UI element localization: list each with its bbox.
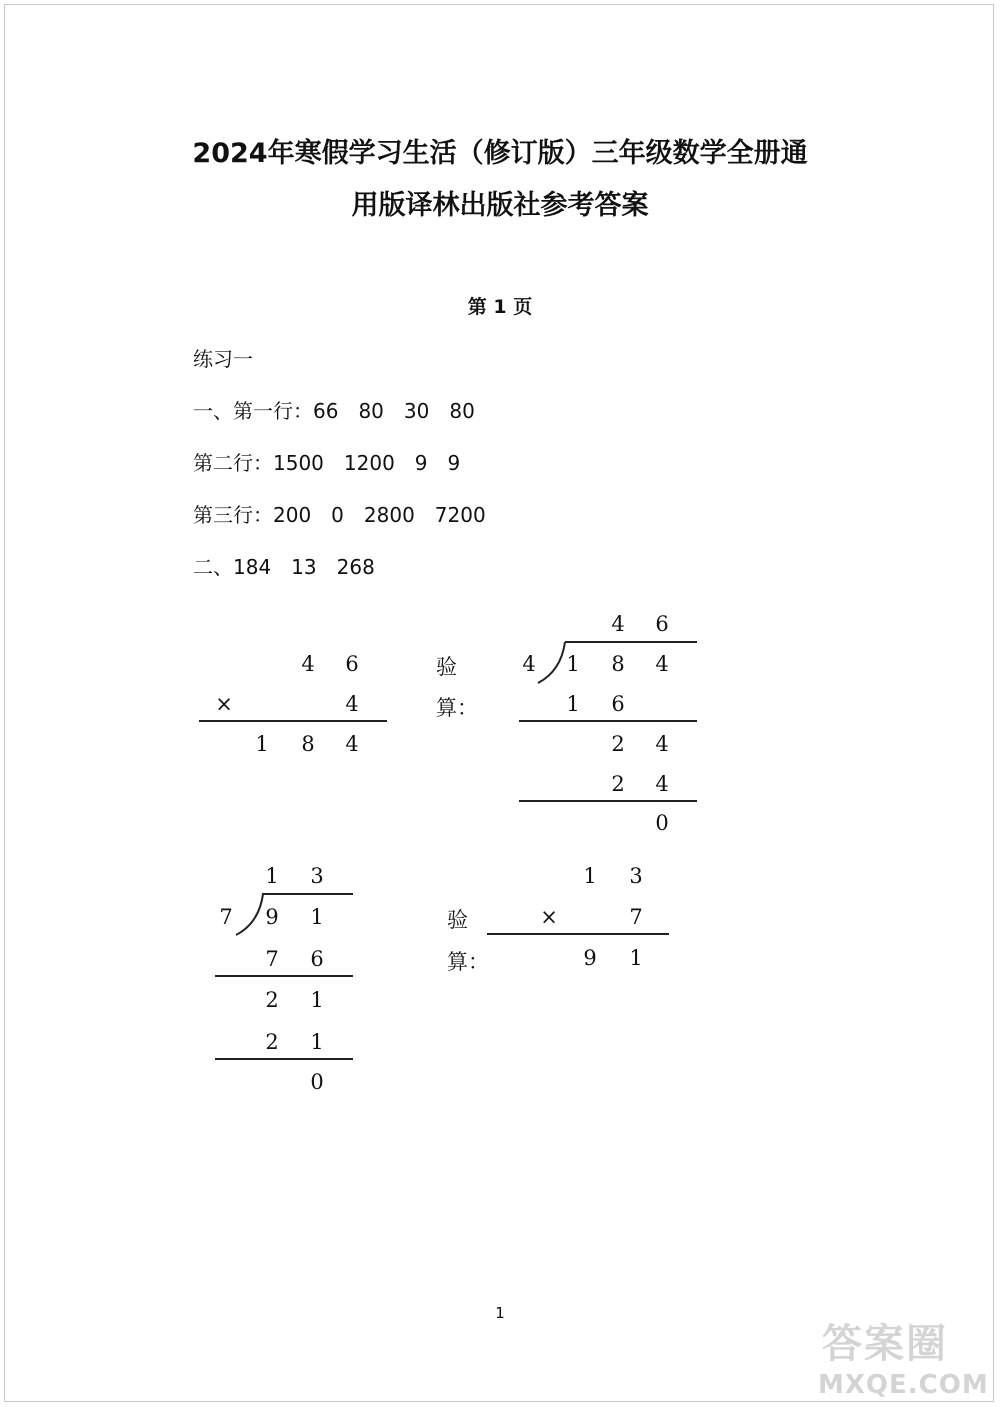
times-sign: × — [540, 905, 558, 929]
sum-rule — [199, 720, 387, 722]
quotient-digit: 3 — [310, 864, 324, 888]
product-digit: 1 — [255, 732, 269, 756]
step-digit: 2 — [611, 772, 625, 796]
step-digit: 4 — [655, 772, 669, 796]
remainder-digit: 4 — [655, 732, 669, 756]
dividend-digit: 1 — [310, 905, 324, 929]
multiplicand-digit: 1 — [583, 864, 597, 888]
division-top-rule — [262, 893, 353, 895]
page-number: 1 — [495, 1304, 505, 1322]
check-label: 算： — [436, 696, 478, 720]
watermark-logo: 答案圈 — [822, 1321, 948, 1367]
watermark-url: MXQE.COM — [818, 1370, 989, 1400]
quotient-digit: 1 — [265, 864, 279, 888]
dividend-digit: 8 — [611, 652, 625, 676]
check-label: 验 — [436, 655, 457, 679]
remainder-digit: 2 — [265, 988, 279, 1012]
product-digit: 8 — [301, 732, 315, 756]
quotient-digit: 6 — [655, 612, 669, 636]
division-step-rule — [215, 1058, 353, 1060]
multiplicand-digit: 3 — [629, 864, 643, 888]
product-digit: 9 — [583, 946, 597, 970]
step-digit: 1 — [566, 692, 580, 716]
remainder-digit: 1 — [310, 988, 324, 1012]
step-digit: 6 — [611, 692, 625, 716]
division-step-rule — [519, 800, 697, 802]
final-remainder: 0 — [655, 811, 669, 835]
final-remainder: 0 — [310, 1070, 324, 1094]
answer-line: 第三行：200 0 2800 7200 — [193, 503, 486, 527]
dividend-digit: 4 — [655, 652, 669, 676]
step-digit: 7 — [265, 947, 279, 971]
step-digit: 6 — [310, 947, 324, 971]
sum-rule — [487, 933, 669, 935]
answer-line: 一、第一行：66 80 30 80 — [193, 399, 475, 423]
product-digit: 1 — [629, 946, 643, 970]
product-digit: 4 — [345, 732, 359, 756]
remainder-digit: 2 — [611, 732, 625, 756]
page-heading: 第 1 页 — [467, 296, 533, 318]
multiplier-digit: 4 — [345, 692, 359, 716]
times-sign: × — [215, 692, 233, 716]
dividend-digit: 9 — [265, 905, 279, 929]
exercise-title: 练习一 — [193, 347, 253, 371]
division-step-rule — [519, 720, 697, 722]
document-title-line-1: 2024年寒假学习生活（修订版）三年级数学全册通 — [192, 138, 808, 169]
multiplicand-digit: 6 — [345, 652, 359, 676]
multiplicand-digit: 4 — [301, 652, 315, 676]
document-title-line-2: 用版译林出版社参考答案 — [351, 190, 649, 221]
multiplier-digit: 7 — [629, 905, 643, 929]
step-digit: 1 — [310, 1030, 324, 1054]
check-label: 验 — [447, 908, 468, 932]
check-label: 算： — [447, 950, 489, 974]
answer-line: 二、184 13 268 — [193, 555, 375, 579]
divisor-digit: 4 — [522, 652, 536, 676]
dividend-digit: 1 — [566, 652, 580, 676]
answer-line: 第二行：1500 1200 9 9 — [193, 451, 461, 475]
division-step-rule — [215, 975, 353, 977]
division-top-rule — [565, 641, 697, 643]
divisor-digit: 7 — [219, 905, 233, 929]
step-digit: 2 — [265, 1030, 279, 1054]
quotient-digit: 4 — [611, 612, 625, 636]
